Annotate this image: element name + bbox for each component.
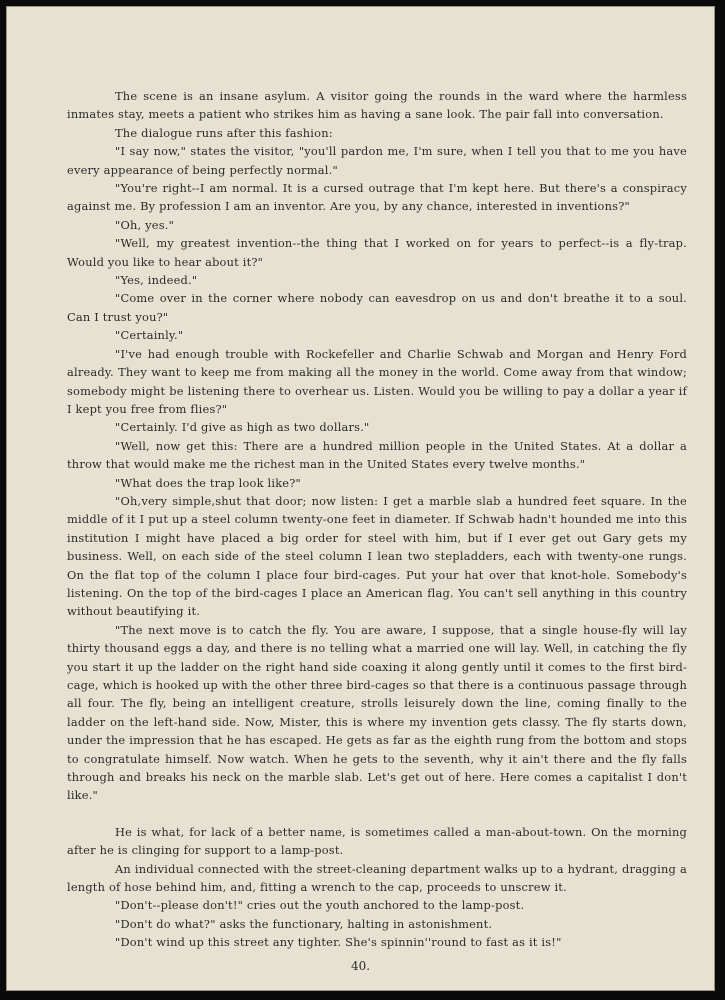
body-text xyxy=(67,87,687,952)
paragraph: "Oh, yes." xyxy=(115,217,175,232)
paragraph: "I've had enough trouble with Rockefeller and Charlie Schwab and Morgan and Henry Ford already. They want to keep me from making all the money in the world. Come away from that window; somebody might be listening there to overhear us. Listen. Would you be willing to pay a dollar a year if I kept you free from flies?" xyxy=(67,346,687,416)
paragraph: "Certainly." xyxy=(115,328,184,343)
paragraph: "What does the trap look like?" xyxy=(115,475,301,490)
paragraph: The scene is an insane asylum. A visitor going the rounds in the ward where the harmless inmates stay, meets a patient who strikes him as having a sane look. The pair fall into conversation. xyxy=(67,89,687,122)
paragraph: "Don't do what?" asks the functionary, halting in astonishment. xyxy=(115,916,493,931)
paragraph: "Well, my greatest invention--the thing that I worked on for years to perfect--is a fly-trap. Would you like to hear about it?" xyxy=(67,236,687,269)
paragraph: "The next move is to catch the fly. You are aware, I suppose, that a single house-fly will lay thirty thousand eggs a day, and there is no telling what a married one will lay. Well, in catching the fly you start it up the ladder on the right hand side coaxing it along gently until it comes to the first bird-cage, which is hooked up with the other three bird-cages so that there is a continuous passage through all four. The fly, being an intelligent creature, strolls leisurely down the line, coming finally to the ladder on the left-hand side. Now, Mister, this is where my invention gets classy. The fly starts down, under the impression that he has escaped. He gets as far as the eighth rung from the bottom and stops to congratulate himself. Now watch. When he gets to the seventh, why it ain't there and the fly falls through and breaks his neck on the marble slab. Let's get out of here. Here comes a capitalist I don't like." xyxy=(67,622,687,803)
paragraph: "You're right--I am normal. It is a cursed outrage that I'm kept here. But there's a conspiracy against me. By profession I am an inventor. Are you, by any chance, interested in inventions?" xyxy=(67,181,687,214)
page-number: 40. xyxy=(350,959,371,973)
paragraph: "Yes, indeed." xyxy=(115,273,198,288)
paragraph: "Come over in the corner where nobody can eavesdrop on us and don't breathe it to a soul. Can I trust you?" xyxy=(67,291,687,324)
paragraph: "Oh,very simple,shut that door; now listen: I get a marble slab a hundred feet square. In the middle of it I put up a steel column twenty-one feet in diameter. If Schwab hadn't hounded me into this institution I might have placed a big order for steel with him, but if I ever get out Gary gets my business. Well, on each side of the steel column I lean two stepladders, each with twenty-one rungs. On the flat top of the column I place four bird-cages. Put your hat over that knot-hole. Somebody's listening. On the top of the bird-cages I place an American flag. You can't sell anything in this country without beautifying it. xyxy=(67,493,687,619)
paragraph: The dialogue runs after this fashion: xyxy=(115,125,333,140)
paragraph: "Well, now get this: There are a hundred million people in the United States. At a dollar a throw that would make me the richest man in the United States every twelve months." xyxy=(67,438,687,472)
paragraph: "Don't wind up this street any tighter. She's spinnin''round to fast as it is!" xyxy=(115,935,562,950)
paragraph: He is what, for lack of a better name, is sometimes called a man-about-town. On the morning after he is clinging for support to a lamp-post. xyxy=(67,824,687,858)
paragraph: An individual connected with the street-cleaning department walks up to a hydrant, dragging a length of hose behind him, and, fitting a wrench to the cap, proceeds to unscrew it. xyxy=(67,861,687,895)
paragraph: "Don't--please don't!" cries out the youth anchored to the lamp-post. xyxy=(115,898,525,913)
document-page xyxy=(6,6,715,991)
paragraph: "I say now," states the visitor, "you'll pardon me, I'm sure, when I tell you that to me you have every appearance of being perfectly normal." xyxy=(67,144,687,177)
paragraph: "Certainly. I'd give as high as two dollars." xyxy=(115,420,370,435)
